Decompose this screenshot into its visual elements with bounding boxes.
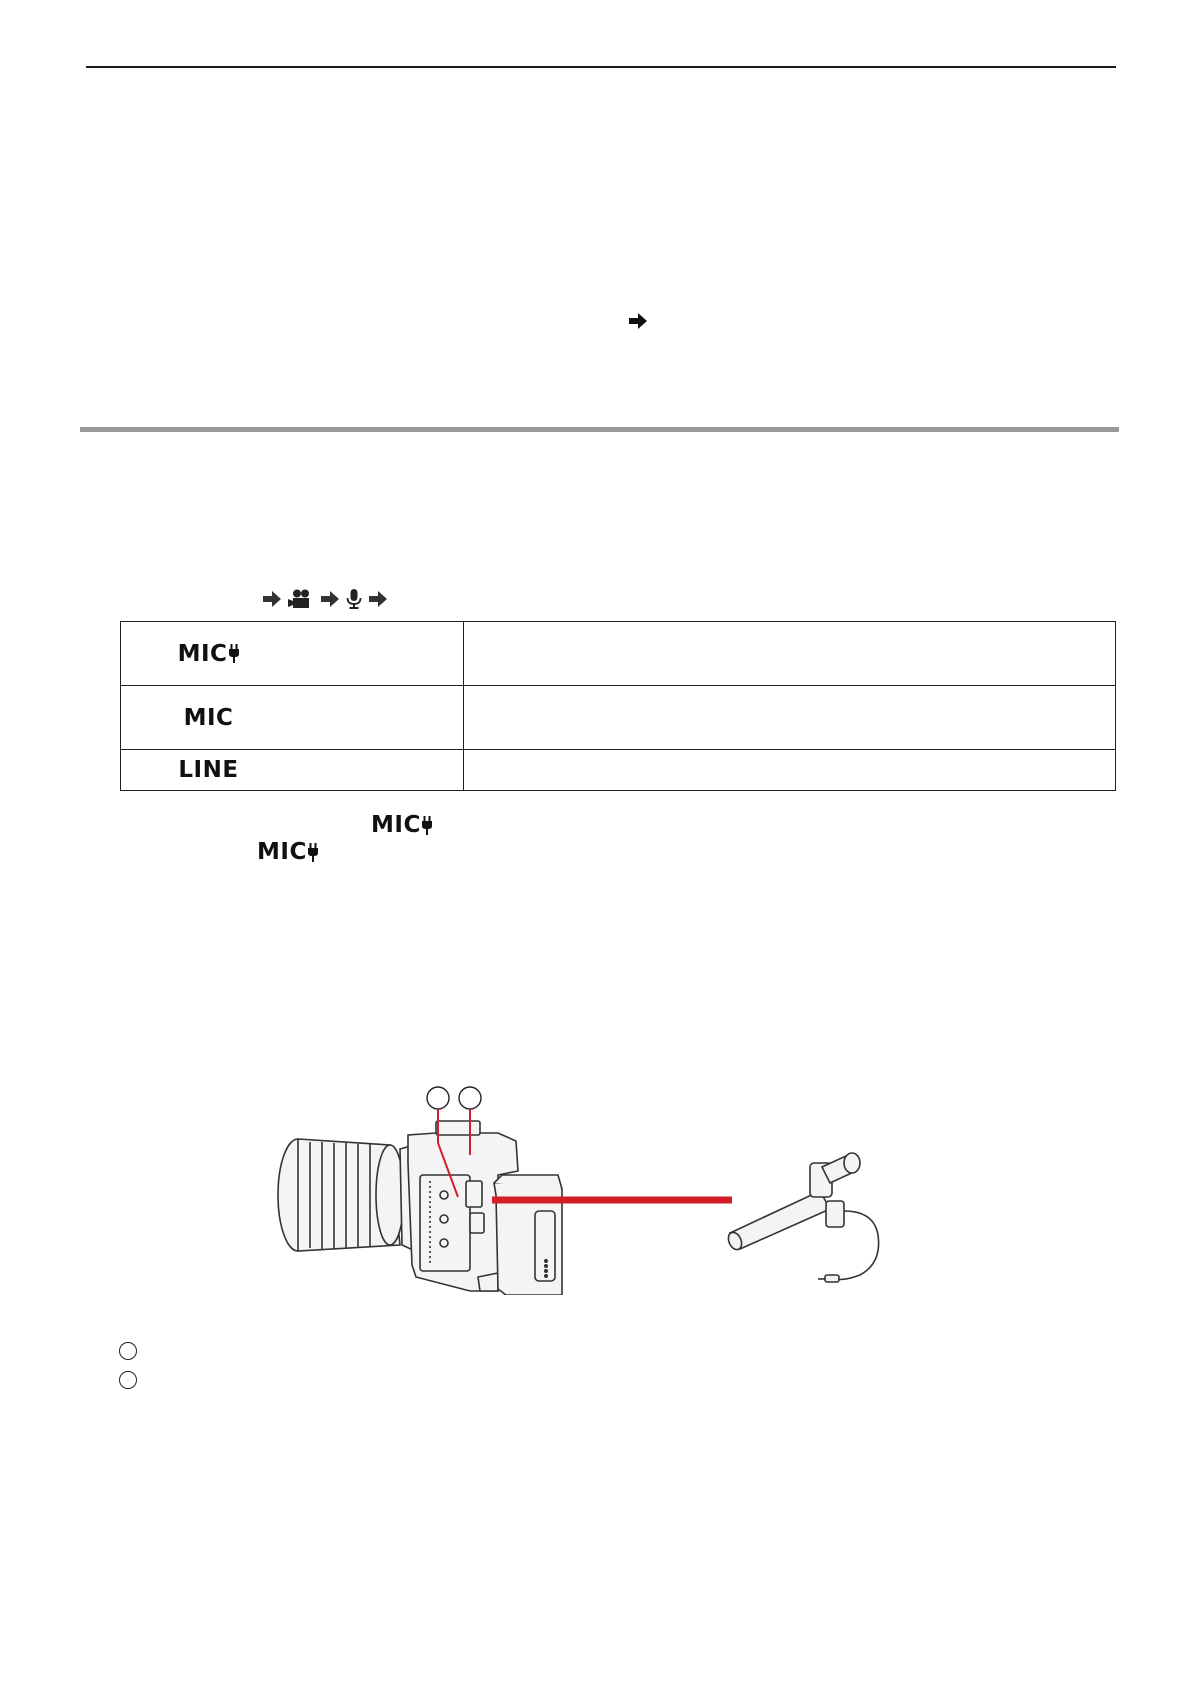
callout-circle-2 bbox=[459, 1087, 481, 1109]
movie-camera-icon bbox=[288, 589, 314, 609]
plug-icon bbox=[422, 816, 432, 835]
arrow-right-icon bbox=[320, 590, 340, 608]
plug-icon bbox=[308, 843, 318, 862]
arrow-right-icon bbox=[627, 310, 649, 332]
legend-circle-1 bbox=[119, 1342, 137, 1360]
callout-circle-1 bbox=[427, 1087, 449, 1109]
table-row bbox=[121, 622, 1116, 686]
arrow-right-icon bbox=[262, 590, 282, 608]
header-rule bbox=[86, 66, 1116, 68]
note-mic-plugin-1: MIC bbox=[371, 812, 432, 838]
mic-input-options-table bbox=[120, 621, 1116, 791]
option-label-mic: MIC bbox=[183, 704, 234, 731]
microphone-icon bbox=[346, 589, 362, 609]
plug-icon bbox=[229, 644, 239, 663]
shotgun-microphone-illustration bbox=[726, 1153, 879, 1282]
note-mic-plugin-2: MIC bbox=[257, 839, 318, 865]
camera-microphone-connection-illustration bbox=[270, 1085, 950, 1295]
table-row bbox=[121, 686, 1116, 750]
menu-path bbox=[262, 588, 388, 610]
camera-illustration bbox=[278, 1121, 562, 1295]
section-divider bbox=[80, 427, 1119, 432]
option-label-mic-plugin: MIC bbox=[177, 640, 228, 667]
table-row bbox=[121, 750, 1116, 791]
arrow-right-icon bbox=[368, 590, 388, 608]
option-label-line: LINE bbox=[178, 757, 239, 783]
legend-circle-2 bbox=[119, 1371, 137, 1389]
